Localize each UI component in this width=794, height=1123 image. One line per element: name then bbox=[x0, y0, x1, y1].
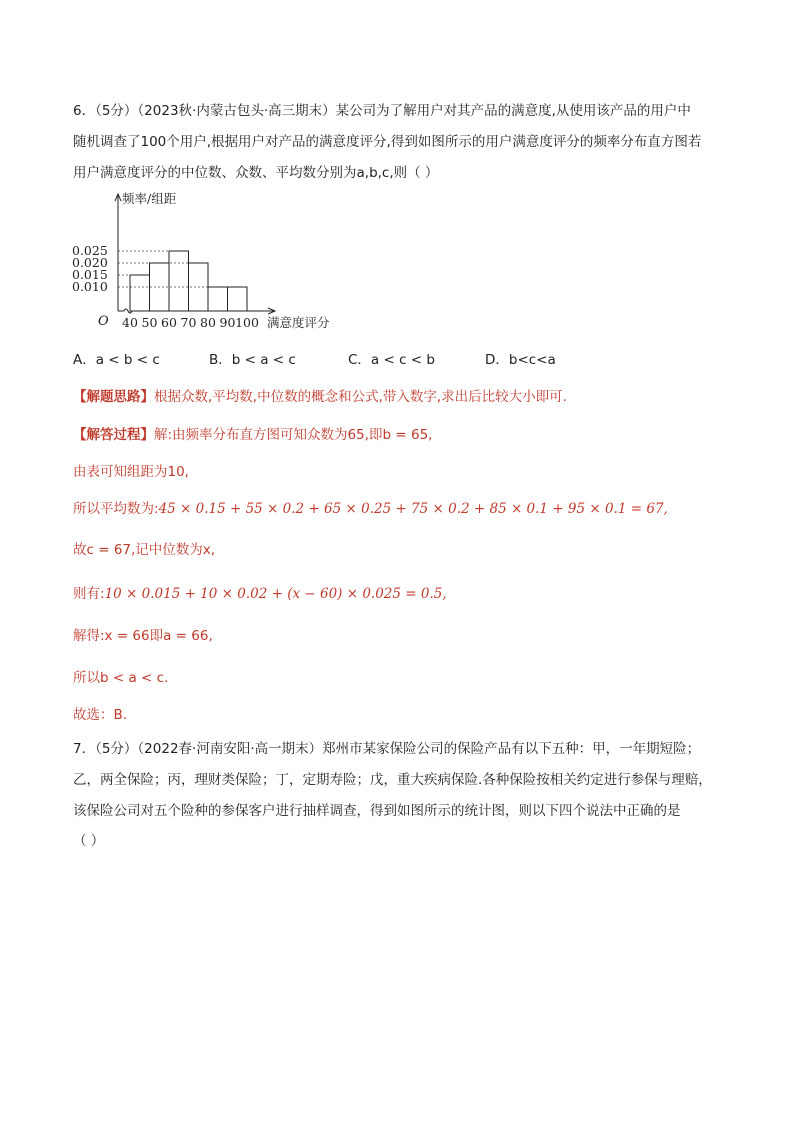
step-4-label: 则有: bbox=[73, 586, 105, 602]
hint-text: 根据众数,平均数,中位数的概念和公式,带入数字,求出后比较大小即可. bbox=[154, 389, 567, 405]
y-axis-label: 频率/组距 bbox=[122, 191, 177, 206]
q7-line-4: （ ） bbox=[73, 833, 105, 849]
process-tag: 【解答过程】 bbox=[73, 427, 154, 443]
solution-step-6: 所以b < a < c. bbox=[73, 670, 169, 686]
option-c[interactable]: C．a < c < b bbox=[348, 352, 435, 368]
x-tick-label: 50 bbox=[141, 315, 158, 330]
step-2-label: 所以平均数为: bbox=[73, 501, 159, 517]
step-2-formula: 45 × 0.15 + 55 × 0.2 + 65 × 0.25 + 75 × 0.2 + 85 × 0.1 + 95 × 0.1 = 67, bbox=[158, 501, 668, 517]
process-line bbox=[73, 425, 432, 445]
x-tick-label: 40 bbox=[122, 315, 138, 330]
q6-line-2: 随机调查了100个用户,根据用户对产品的满意度评分,得到如图所示的用户满意度评分的频率分布直方图若 bbox=[73, 134, 702, 150]
q7-line-3: 该保险公司对五个险种的参保客户进行抽样调查，得到如图所示的统计图，则以下四个说法中正确的是 bbox=[73, 803, 681, 819]
y-tick-label: 0.010 bbox=[72, 279, 108, 294]
solution-step-2 bbox=[73, 499, 668, 519]
step-4-formula: 10 × 0.015 + 10 × 0.02 + (x − 60) × 0.025 = 0.5, bbox=[104, 586, 447, 602]
answer-line: 故选：B. bbox=[73, 707, 128, 723]
q7-line-2: 乙，两全保险；丙，理财类保险；丁，定期寿险；戊，重大疾病保险.各种保险按相关约定进行参保与理赔， bbox=[73, 772, 712, 788]
process-text: 解:由频率分布直方图可知众数为65,即b = 65, bbox=[154, 427, 433, 443]
solution-step-4 bbox=[73, 584, 447, 604]
q7-line-1: 7．（5分）（2022春·河南安阳·高一期末）郑州市某家保险公司的保险产品有以下五种：甲，一年期短险； bbox=[73, 741, 701, 757]
q6-line-1: 6．（5分）（2023秋·内蒙古包头·高三期末）某公司为了解用户对其产品的满意度,从使用该产品的用户中 bbox=[73, 103, 691, 119]
histogram-bar bbox=[208, 287, 228, 311]
histogram-bar bbox=[169, 251, 189, 311]
option-a[interactable]: A．a < b < c bbox=[73, 352, 160, 368]
hint-tag: 【解题思路】 bbox=[73, 389, 154, 405]
solution-step-1: 由表可知组距为10, bbox=[73, 464, 189, 480]
y-tick-label: 0.015 bbox=[72, 267, 108, 282]
y-tick-label: 0.020 bbox=[72, 255, 108, 270]
histogram-bar bbox=[130, 275, 150, 311]
frequency-histogram bbox=[70, 186, 370, 341]
x-axis-label: 满意度评分 bbox=[267, 315, 330, 330]
option-d[interactable]: D．b<c<a bbox=[485, 352, 556, 368]
histogram-bar bbox=[228, 287, 248, 311]
x-tick-label: 70 bbox=[180, 315, 197, 330]
hint-line bbox=[73, 387, 567, 407]
x-tick-label: 90 bbox=[219, 315, 236, 330]
q6-line-3: 用户满意度评分的中位数、众数、平均数分别为a,b,c,则（ ） bbox=[73, 165, 439, 181]
origin-label: O bbox=[98, 314, 109, 329]
solution-step-3: 故c = 67,记中位数为x, bbox=[73, 542, 216, 558]
option-b[interactable]: B．b < a < c bbox=[209, 352, 296, 368]
x-tick-label: 60 bbox=[161, 315, 177, 330]
x-tick-label: 100 bbox=[235, 315, 259, 330]
x-tick-label: 80 bbox=[200, 315, 216, 330]
solution-step-5: 解得:x = 66即a = 66, bbox=[73, 628, 213, 644]
y-tick-label: 0.025 bbox=[72, 243, 108, 258]
